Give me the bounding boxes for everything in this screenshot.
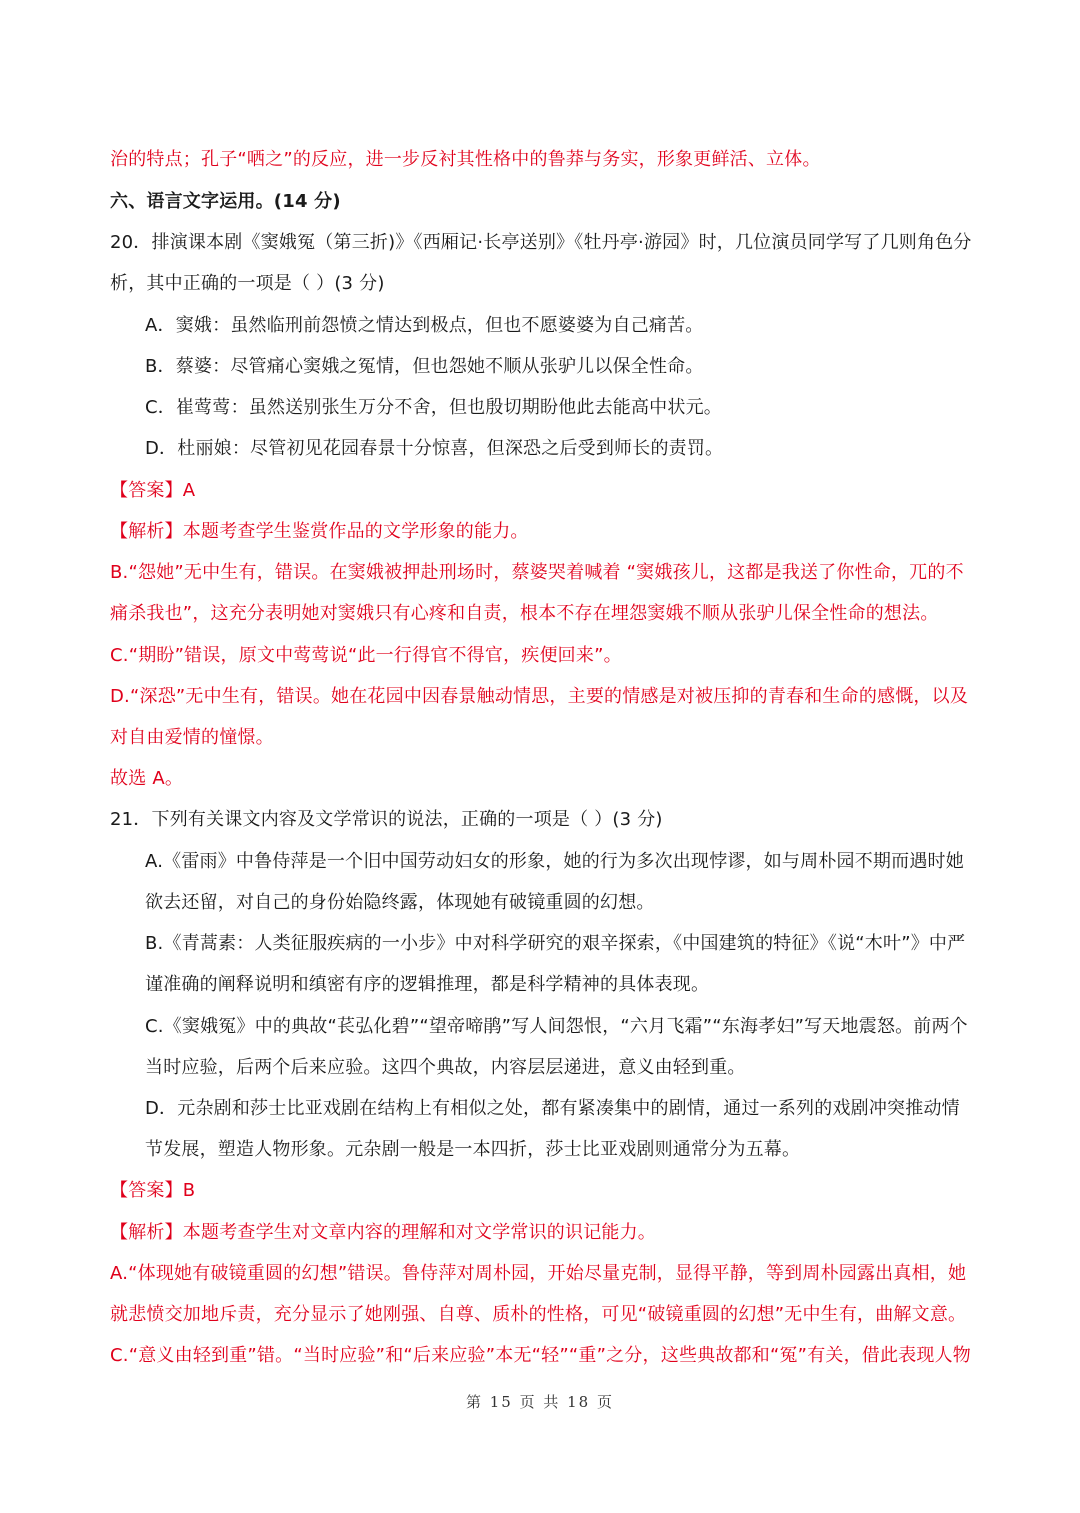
question-21-analysis-a: A.“体现她有破镜重圆的幻想”错误。鲁侍萍对周朴园，开始尽量克制，显得平静，等到周朴园露出真相，她 xyxy=(110,1263,967,1284)
question-21-stem: 21．下列有关课文内容及文学常识的说法，正确的一项是（ ）(3 分) xyxy=(110,809,663,830)
question-20-option-d: D．杜丽娘：尽管初见花园春景十分惊喜，但深恐之后受到师长的责罚。 xyxy=(145,438,724,459)
question-20-analysis-heading: 【解析】本题考查学生鉴赏作品的文学形象的能力。 xyxy=(110,521,529,542)
question-20-analysis-d-cont: 对自由爱情的憧憬。 xyxy=(110,727,274,748)
question-21-option-b: B.《青蒿素：人类征服疾病的一小步》中对科学研究的艰辛探索，《中国建筑的特征》《说“木叶”》中严 xyxy=(145,933,966,954)
question-21-option-a-cont: 欲去还留，对自己的身份始隐终露，体现她有破镜重圆的幻想。 xyxy=(145,892,655,913)
question-21-option-b-cont: 谨准确的阐释说明和缜密有序的逻辑推理，都是科学精神的具体表现。 xyxy=(145,974,710,995)
question-20-option-c: C．崔莺莺：虽然送别张生万分不舍，但也殷切期盼他此去能高中状元。 xyxy=(145,397,722,418)
question-21-option-c-cont: 当时应验，后两个后来应验。这四个典故，内容层层递进，意义由轻到重。 xyxy=(145,1057,746,1078)
question-20-option-b: B．蔡婆：尽管痛心窦娥之冤情，但也怨她不顺从张驴儿以保全性命。 xyxy=(145,356,704,377)
question-20-stem-cont: 析，其中正确的一项是（ ）(3 分) xyxy=(110,273,385,294)
question-21-option-a: A.《雷雨》中鲁侍萍是一个旧中国劳动妇女的形象，她的行为多次出现悖谬，如与周朴园不期而遇时她 xyxy=(145,851,964,872)
question-21-answer: 【答案】B xyxy=(110,1180,196,1201)
question-21-analysis-a-cont: 就悲愤交加地斥责，充分显示了她刚强、自尊、质朴的性格，可见“破镜重圆的幻想”无中生有，曲解文意。 xyxy=(110,1304,967,1325)
question-20-analysis-b-cont: 痛杀我也”，这充分表明她对窦娥只有心疼和自责，根本不存在埋怨窦娥不顺从张驴儿保全性命的想法。 xyxy=(110,603,939,624)
question-20-analysis-d: D.“深恐”无中生有，错误。她在花园中因春景触动情思，主要的情感是对被压抑的青春和生命的感慨，以及 xyxy=(110,686,969,707)
question-20-answer: 【答案】A xyxy=(110,480,196,501)
question-20-analysis-b: B.“怨她”无中生有，错误。在窦娥被押赴刑场时，蔡婆哭着喊着 “窦娥孩儿，这都是我送了你性命，兀的不 xyxy=(110,562,964,583)
question-21-option-c: C.《窦娥冤》中的典故“苌弘化碧”“望帝啼鹃”写人间怨恨，“六月飞霜”“东海孝妇”写天地震怒。前两个 xyxy=(145,1016,968,1037)
page-footer: 第 15 页 共 18 页 xyxy=(465,1393,614,1411)
question-21-option-d: D．元杂剧和莎士比亚戏剧在结构上有相似之处，都有紧凑集中的剧情，通过一系列的戏剧冲突推动情 xyxy=(145,1098,960,1119)
section-heading: 六、语言文字运用。(14 分) xyxy=(110,191,341,212)
question-20-option-a: A．窦娥：虽然临刑前怨愤之情达到极点，但也不愿婆婆为自己痛苦。 xyxy=(145,315,704,336)
question-20-conclusion: 故选 A。 xyxy=(110,768,184,789)
question-21-analysis-heading: 【解析】本题考查学生对文章内容的理解和对文学常识的识记能力。 xyxy=(110,1222,656,1243)
analysis-continued-text: 治的特点；孔子“哂之”的反应，进一步反衬其性格中的鲁莽与务实，形象更鲜活、立体。 xyxy=(110,149,821,170)
question-21-option-d-cont: 节发展，塑造人物形象。元杂剧一般是一本四折，莎士比亚戏剧则通常分为五幕。 xyxy=(145,1139,801,1160)
question-21-analysis-c: C.“意义由轻到重”错。“当时应验”和“后来应验”本无“轻”“重”之分，这些典故都和“冤”有关，借此表现人物 xyxy=(110,1345,971,1366)
question-20-stem: 20．排演课本剧《窦娥冤（第三折)》《西厢记·长亭送别》《牡丹亭·游园》时，几位演员同学写了几则角色分 xyxy=(110,232,972,253)
question-20-analysis-c: C.“期盼”错误，原文中莺莺说“此一行得官不得官，疾便回来”。 xyxy=(110,645,622,666)
